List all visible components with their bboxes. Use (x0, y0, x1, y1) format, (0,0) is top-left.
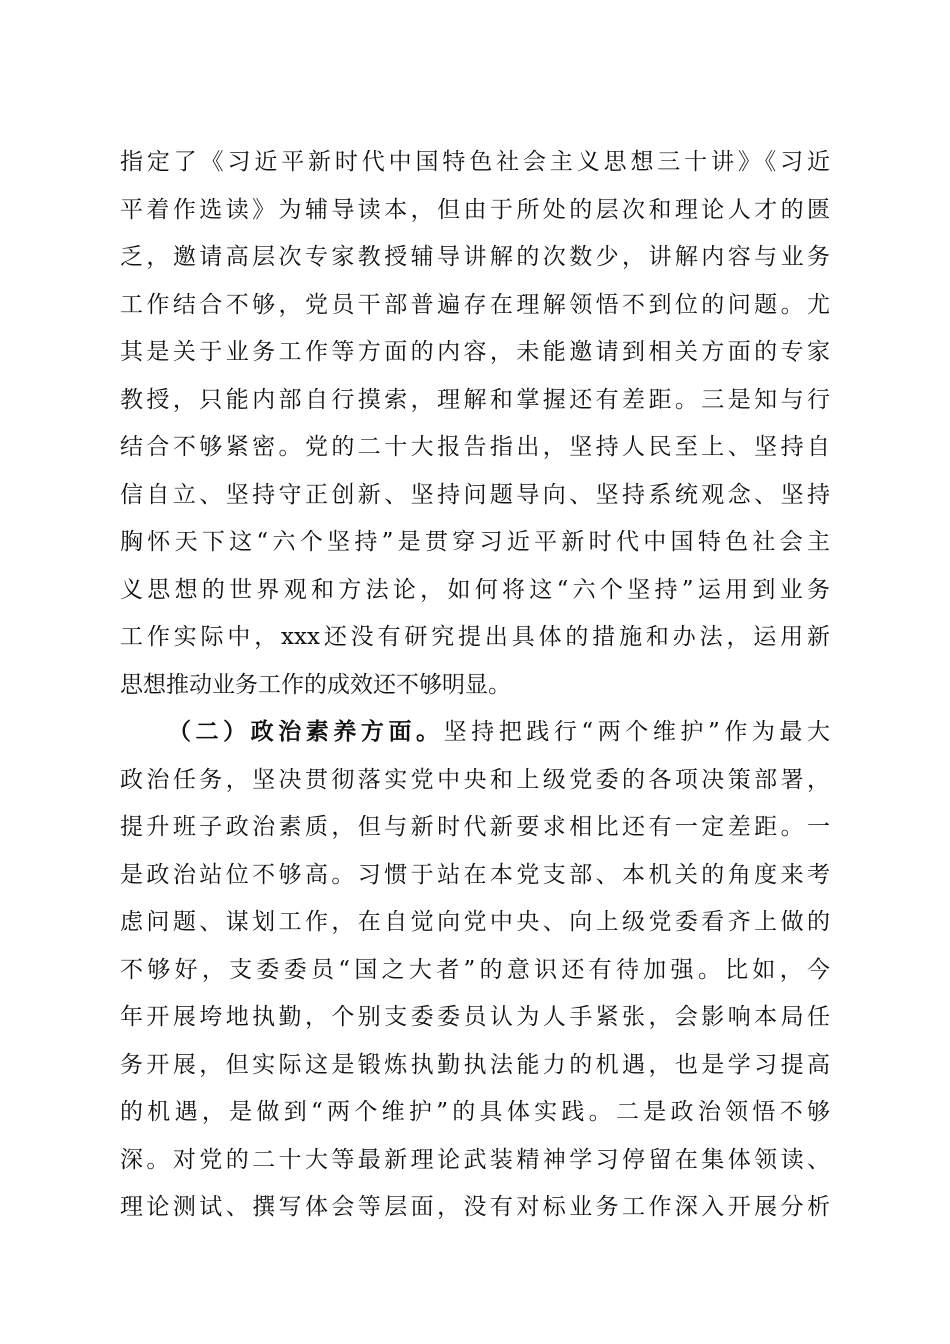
text-line: 其是关于业务工作等方面的内容，未能邀请到相关方面的专家 (120, 339, 830, 365)
text-line: 胸怀天下这“六个坚持”是贯穿习近平新时代中国特色社会主 (120, 529, 830, 555)
text-line: 义思想的世界观和方法论，如何将这“六个坚持”运用到业务 (120, 577, 830, 603)
text-line: 工作结合不够，党员干部普遍存在理解领悟不到位的问题。尤 (120, 292, 830, 318)
text-line: 信自立、坚持守正创新、坚持问题导向、坚持系统观念、坚持 (120, 482, 830, 508)
text-line: 工作实际中，xxx还没有研究提出具体的措施和办法，运用新 (120, 624, 830, 650)
text-line: 提升班子政治素质，但与新时代新要求相比还有一定差距。一 (120, 814, 830, 840)
text-line: 的机遇，是做到“两个维护”的具体实践。二是政治领悟不够 (120, 1099, 830, 1125)
text-line: 年开展垮地执勤，个别支委委员认为人手紧张，会影响本局任 (120, 1004, 830, 1030)
section-first-line (168, 712, 830, 752)
text-line: 不够好，支委委员“国之大者”的意识还有待加强。比如，今 (120, 957, 830, 983)
text-line: 结合不够紧密。党的二十大报告指出，坚持人民至上、坚持自 (120, 434, 830, 460)
text-line: 思想推动业务工作的成效还不够明显。 (120, 672, 511, 698)
text-line: 教授，只能内部自行摸索，理解和掌握还有差距。三是知与行 (120, 387, 830, 413)
section-first-line-text: 坚持把践行“两个维护”作为最大 (443, 719, 830, 745)
text-line: 深。对党的二十大等最新理论武装精神学习停留在集体领读、 (120, 1147, 830, 1173)
text-line: 指定了《习近平新时代中国特色社会主义思想三十讲》《习近 (120, 149, 830, 175)
section-heading: （二）政治素养方面。 (168, 718, 444, 745)
text-line: 乏，邀请高层次专家教授辅导讲解的次数少，讲解内容与业务 (120, 244, 830, 270)
text-line: 平着作选读》为辅导读本，但由于所处的层次和理论人才的匮 (120, 197, 830, 223)
text-line: 理论测试、撰写体会等层面，没有对标业务工作深入开展分析 (120, 1194, 830, 1220)
text-line: 政治任务，坚决贯彻落实党中央和上级党委的各项决策部署， (120, 767, 830, 793)
text-line: 务开展，但实际这是锻炼执勤执法能力的机遇，也是学习提高 (120, 1052, 830, 1078)
text-line: 是政治站位不够高。习惯于站在本党支部、本机关的角度来考 (120, 862, 830, 888)
text-line: 虑问题、谋划工作，在自觉向党中央、向上级党委看齐上做的 (120, 909, 830, 935)
